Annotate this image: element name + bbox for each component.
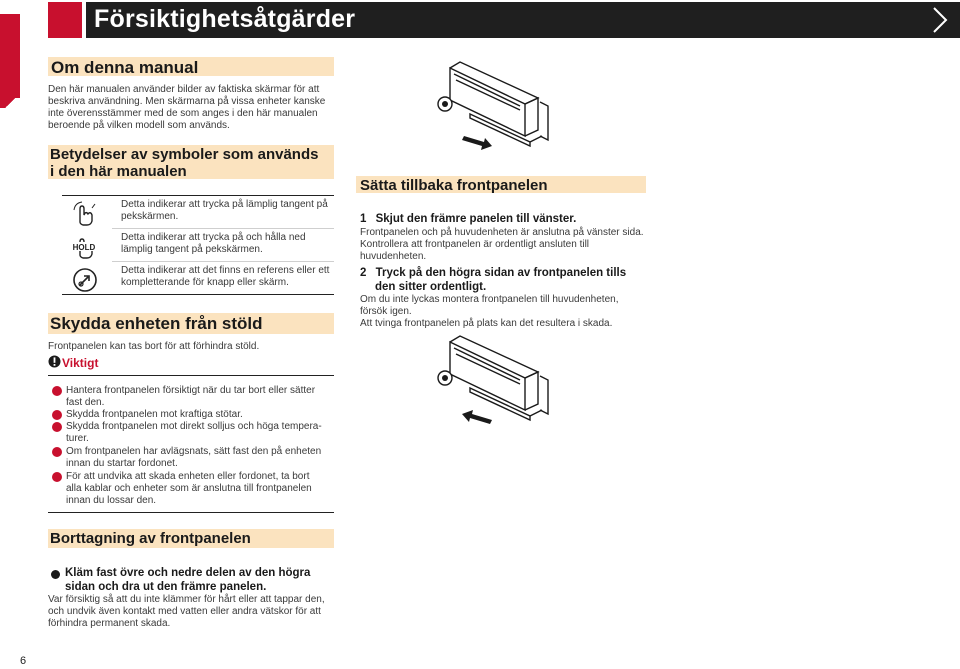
theft-bullet-line: turer.: [66, 433, 89, 444]
step-number: 2: [360, 267, 367, 279]
reattach-step-2-body: [360, 294, 619, 330]
theft-intro: Frontpanelen kan tas bort för att förhindra stöld.: [48, 341, 260, 352]
theft-bullet: [66, 409, 243, 421]
important-icon: [48, 355, 61, 368]
step-bullet: [51, 570, 60, 579]
important-end-rule: [48, 512, 334, 513]
removal-note: [48, 594, 325, 630]
symbol-desc-line: kompletterande för knapp eller skärm.: [121, 277, 289, 288]
hold-icon: [70, 233, 98, 261]
page-number: 6: [20, 655, 27, 667]
removal-note-line: Var försiktig så att du inte klämmer för hårt eller att tappar den,: [48, 594, 325, 605]
step-body-line: försök igen.: [360, 306, 412, 317]
step-body-line: Frontpanelen och på huvudenheten är anslutna på vänster sida.: [360, 227, 644, 238]
removal-step-line: Kläm fast övre och nedre delen av den högra: [65, 567, 311, 579]
reference-icon: [71, 266, 99, 294]
symbol-desc-touch: [121, 199, 328, 223]
theft-bullet-line: innan du startar fordonet.: [66, 458, 178, 469]
header-chevron-icon: [930, 6, 950, 34]
reattach-step-1-title: [360, 212, 576, 226]
about-text: [48, 84, 325, 132]
symbol-desc-line: pekskärmen.: [121, 211, 179, 222]
bullet-marker: [52, 472, 62, 482]
step-number: 1: [360, 213, 367, 225]
theft-bullet: [66, 471, 312, 507]
symbols-heading-line: Betydelser av symboler som används: [50, 146, 319, 163]
header-accent-square: [48, 2, 82, 38]
step-body-line: Om du inte lyckas montera frontpanelen till huvudenheten,: [360, 294, 619, 305]
step-body-line: Kontrollera att frontpanelen är ordentligt ansluten till: [360, 239, 590, 250]
theft-bullet: [66, 385, 315, 409]
about-line: inte överensstämmer med de som anges i den här manualen: [48, 108, 318, 119]
bullet-marker: [52, 447, 62, 457]
theft-heading: Skydda enheten från stöld: [50, 314, 263, 333]
theft-bullet-line: Hantera frontpanelen försiktigt när du tar bort eller sätter: [66, 385, 316, 396]
symbol-desc-reference: [121, 265, 329, 289]
bullet-marker: [52, 386, 62, 396]
theft-bullet-line: För att undvika att skada enheten eller fordonet, ta bort: [66, 471, 310, 482]
about-heading: Om denna manual: [51, 58, 199, 77]
important-label: Viktigt: [62, 356, 99, 370]
bullet-marker: [52, 410, 62, 420]
symbol-desc-line: Detta indikerar att trycka på lämplig tangent på: [121, 199, 328, 210]
reattach-step-1-body: [360, 227, 644, 263]
panel-removal-illustration: [430, 58, 555, 158]
step-title: Skjut den främre panelen till vänster.: [375, 213, 577, 225]
step-body-line: huvudenheten.: [360, 251, 427, 262]
about-line: beroende på vilken modell som används.: [48, 120, 230, 131]
theft-bullet: [66, 446, 321, 470]
theft-bullet-line: Skydda frontpanelen mot kraftiga stötar.: [66, 409, 243, 420]
panel-reattach-illustration: [430, 332, 555, 432]
step-title: den sitter ordentligt.: [375, 281, 487, 293]
removal-step-line: sidan och dra ut den främre panelen.: [65, 581, 267, 593]
page-title: Försiktighetsåtgärder: [94, 5, 356, 33]
symbol-desc-line: Detta indikerar att trycka på och hålla ned: [121, 232, 306, 243]
step-body-line: Att tvinga frontpanelen på plats kan det resultera i skada.: [360, 318, 613, 329]
removal-note-line: förhindra permanent skada.: [48, 618, 171, 629]
theft-bullet-line: innan du lossar den.: [66, 495, 157, 506]
step-title: Tryck på den högra sidan av frontpanelen tills: [375, 267, 627, 279]
hold-icon-label: HOLD: [72, 243, 96, 252]
removal-heading: Borttagning av frontpanelen: [50, 530, 251, 547]
theft-bullet-line: Om frontpanelen har avlägsnats, sätt fast den på enheten: [66, 446, 322, 457]
about-line: beskriva användning. Men skärmarna på vissa enheter kanske: [48, 96, 326, 107]
important-rule: [48, 375, 334, 376]
bullet-marker: [52, 422, 62, 432]
reattach-heading: Sätta tillbaka frontpanelen: [360, 177, 548, 194]
symbol-desc-line: lämplig tangent på pekskärmen.: [121, 244, 263, 255]
symbols-heading-line: i den här manualen: [50, 163, 187, 180]
symbol-desc-hold: [121, 232, 306, 256]
theft-bullet-line: Skydda frontpanelen mot direkt solljus och höga tempera-: [66, 421, 322, 432]
theft-bullet: [66, 421, 322, 445]
removal-note-line: och undvik även kontakt med vatten eller andra vätskor för att: [48, 606, 321, 617]
symbol-desc-line: Detta indikerar att det finns en referens eller ett: [121, 265, 330, 276]
touch-icon: [70, 200, 98, 228]
about-line: Den här manualen använder bilder av faktiska skärmar för att: [48, 84, 320, 95]
theft-bullet-line: fast den.: [66, 397, 105, 408]
reattach-step-2-title: [360, 266, 626, 294]
page-side-tab-corner: [0, 98, 20, 108]
removal-step: [65, 566, 310, 594]
symbols-heading: [50, 146, 318, 180]
theft-bullet-line: alla kablar och enheter som är anslutna till frontpanelen: [66, 483, 312, 494]
page-side-tab: [0, 14, 20, 98]
